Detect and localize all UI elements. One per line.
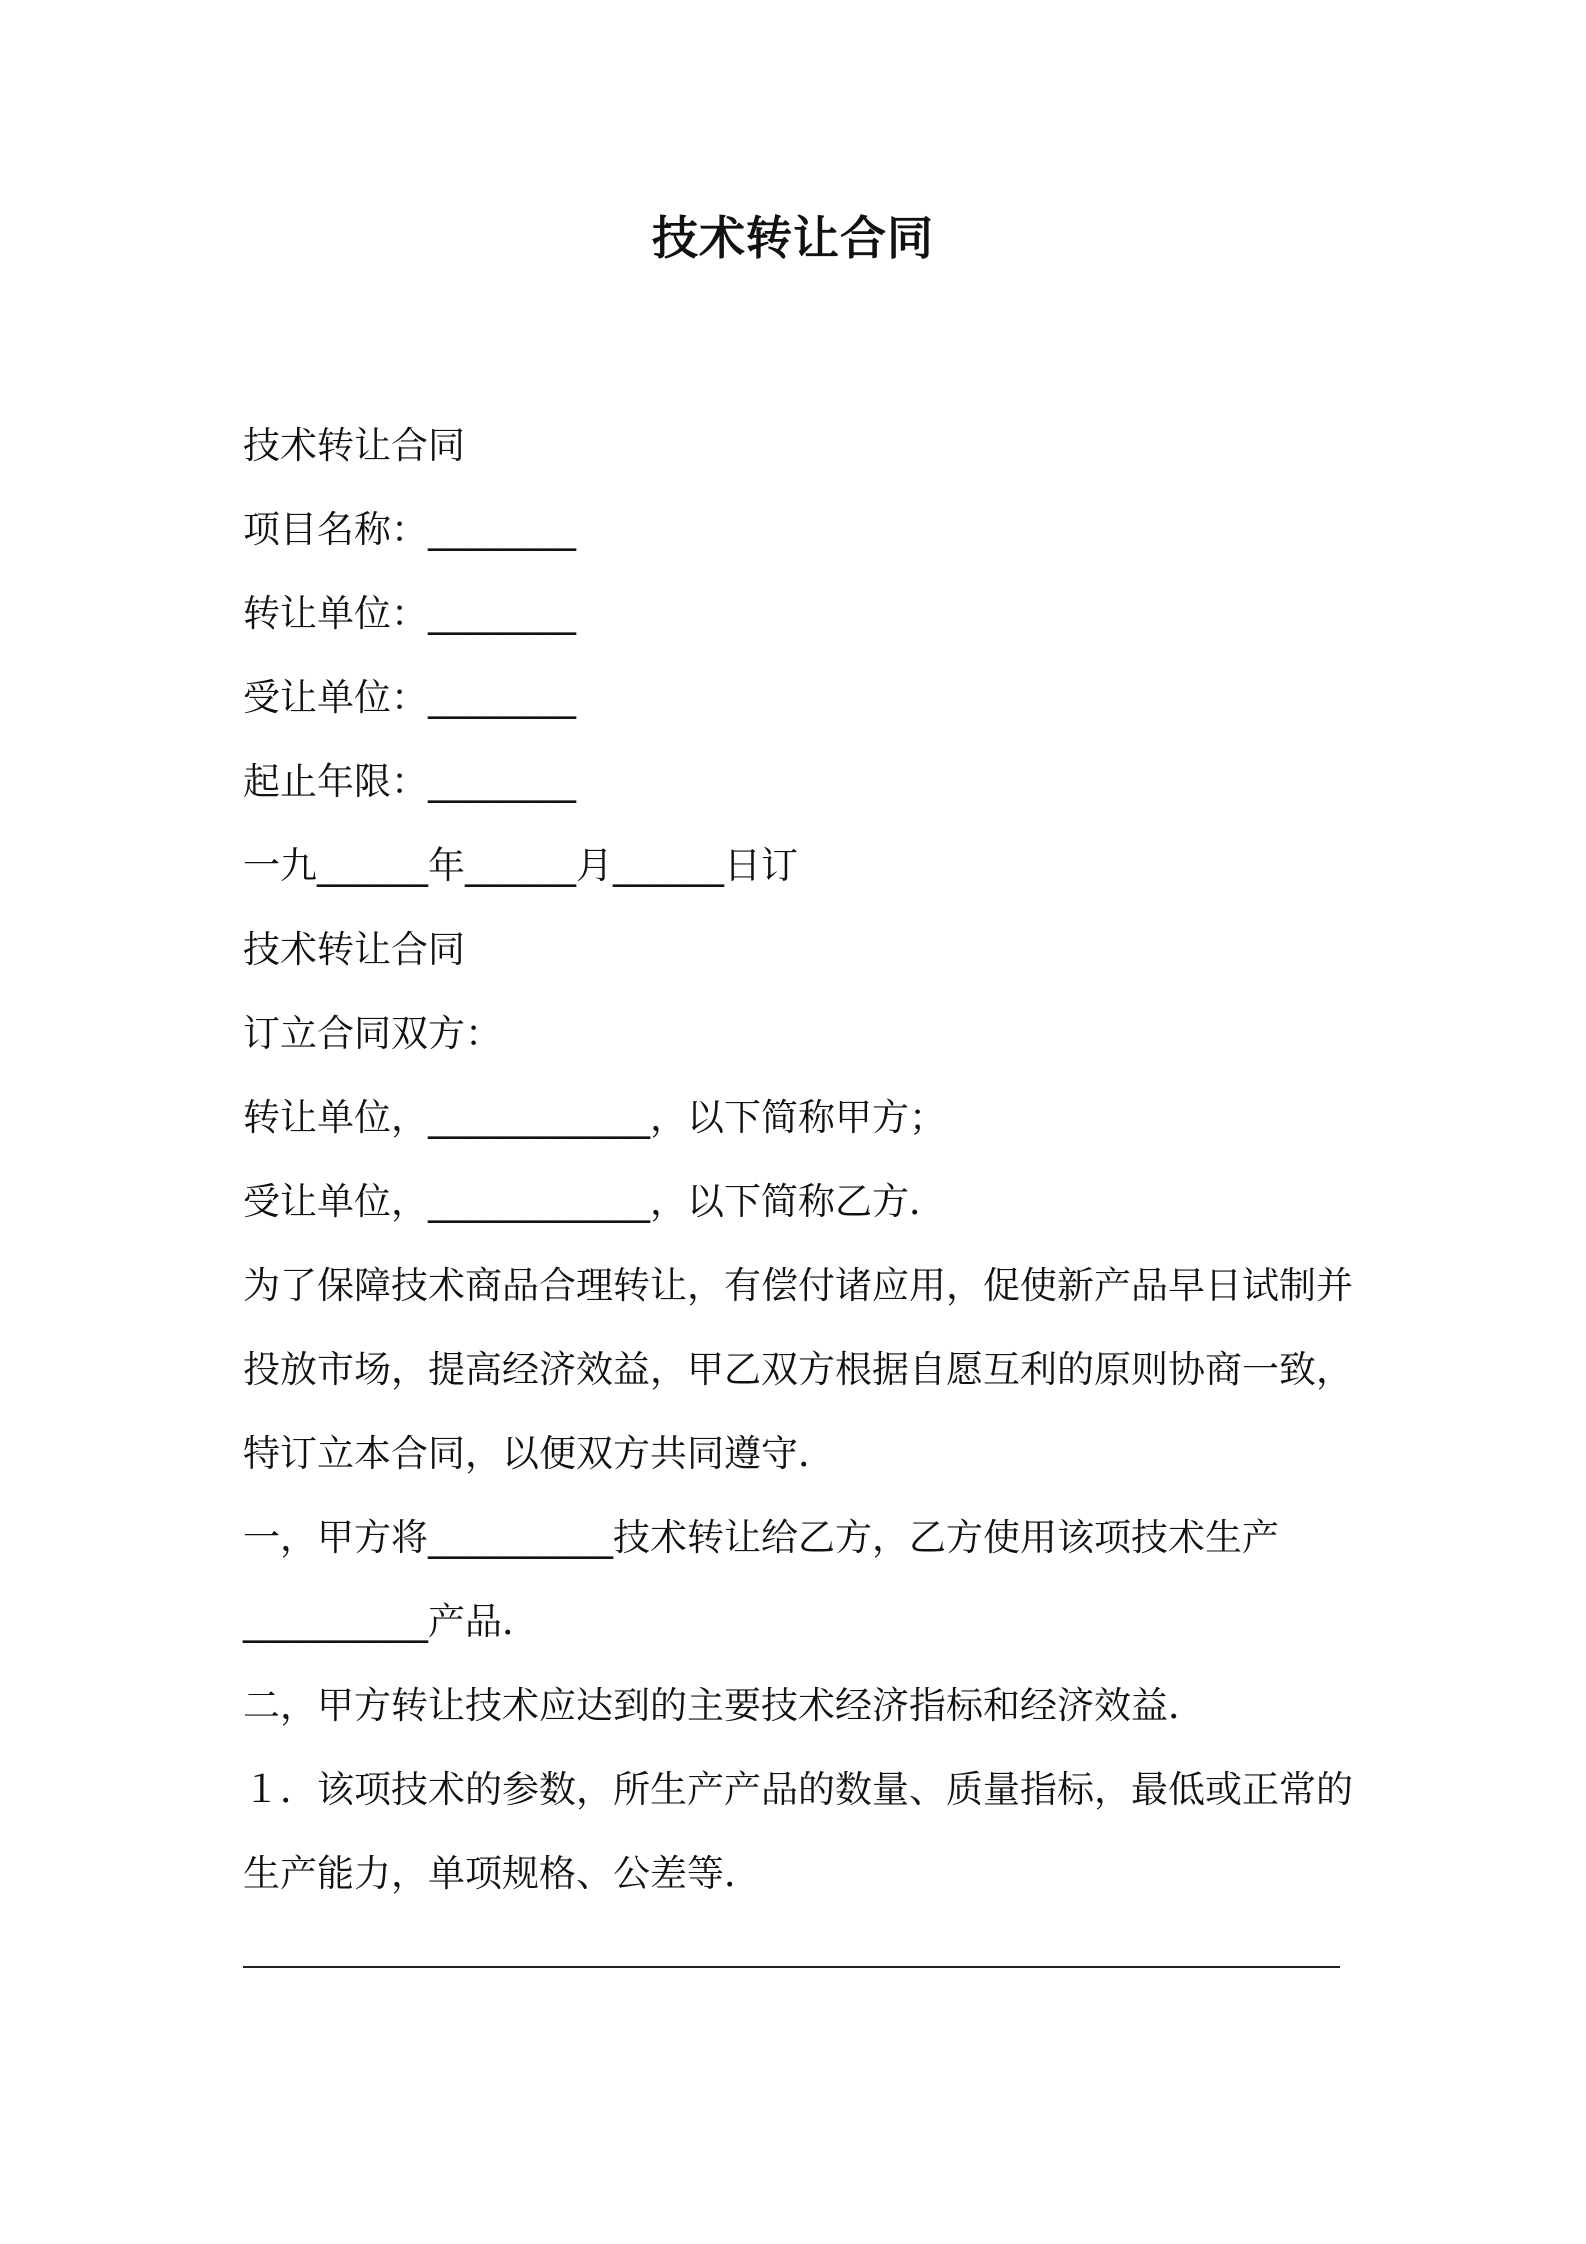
text-line: 一九______年______月______日订 <box>243 844 798 887</box>
text-line: 受让单位，____________，以下简称乙方． <box>243 1180 946 1223</box>
text-line: 转让单位，____________，以下简称甲方； <box>243 1096 946 1139</box>
text-line: 受让单位：________ <box>243 676 576 719</box>
text-line: 订立合同双方： <box>243 1012 502 1055</box>
document-body <box>243 404 1363 1916</box>
text-line: 项目名称：________ <box>243 508 576 551</box>
text-line: 技术转让合同 <box>243 424 465 467</box>
text-line: 技术转让合同 <box>243 928 465 971</box>
text-line: 为了保障技术商品合理转让，有偿付诸应用，促使新产品早日试制并 <box>243 1264 1353 1307</box>
text-line: 一，甲方将__________技术转让给乙方，乙方使用该项技术生产 <box>243 1516 1279 1559</box>
text-line: 起止年限：________ <box>243 760 576 803</box>
text-line: 特订立本合同，以便双方共同遵守． <box>243 1432 835 1475</box>
document-title: 技术转让合同 <box>652 211 934 265</box>
blank-fill-line <box>243 1966 1340 1968</box>
text-line: 二，甲方转让技术应达到的主要技术经济指标和经济效益． <box>243 1684 1205 1727</box>
text-line: 投放市场，提高经济效益，甲乙双方根据自愿互利的原则协商一致， <box>243 1348 1353 1391</box>
text-line: 转让单位：________ <box>243 592 576 635</box>
text-line: １．该项技术的参数，所生产产品的数量、质量指标，最低或正常的 <box>243 1768 1353 1811</box>
text-line: __________产品． <box>243 1600 539 1643</box>
text-line: 生产能力，单项规格、公差等． <box>243 1852 761 1895</box>
